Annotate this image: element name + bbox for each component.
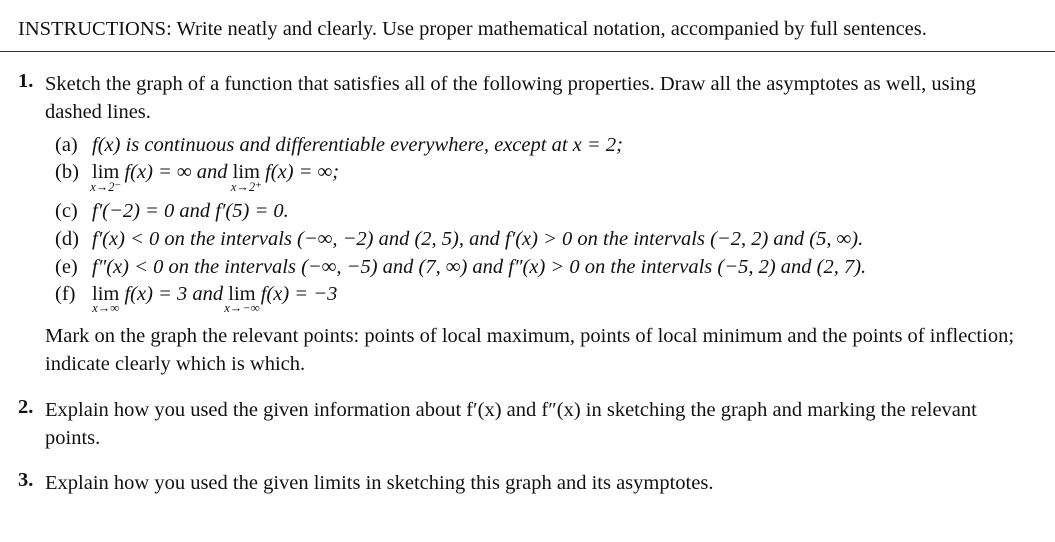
property-e-label: (e) bbox=[55, 256, 78, 278]
question-1-number: 1. bbox=[18, 70, 34, 92]
lim-operator: lim bbox=[232, 161, 260, 183]
property-d bbox=[55, 228, 863, 251]
lim-subscript: x→−∞ bbox=[224, 301, 260, 315]
property-f-end: f(x) = −3 bbox=[260, 283, 338, 305]
property-e-text: f″(x) < 0 on the intervals (−∞, −5) and (7, ∞) and f″(x) > 0 on the intervals (−5, 2) and (2, 7). bbox=[92, 256, 867, 278]
property-f bbox=[55, 283, 338, 315]
lim-subscript: x→2⁺ bbox=[230, 180, 262, 194]
question-3-number: 3. bbox=[18, 469, 34, 491]
property-c bbox=[55, 200, 289, 223]
property-f-limit-left bbox=[92, 283, 120, 315]
property-e bbox=[55, 256, 866, 279]
property-d-label: (d) bbox=[55, 228, 79, 250]
question-1 bbox=[18, 70, 1028, 126]
question-1-mark-instructions: Mark on the graph the relevant points: points of local maximum, points of local minimum and the points of inflection; indicate clearly which is which. bbox=[45, 325, 1015, 375]
question-2 bbox=[18, 396, 1028, 452]
property-b-middle: f(x) = ∞ and bbox=[124, 161, 228, 183]
property-a-text: f(x) is continuous and differentiable everywhere, except at x = 2; bbox=[92, 134, 623, 156]
property-c-text: f′(−2) = 0 and f′(5) = 0. bbox=[92, 200, 289, 222]
header-divider bbox=[0, 51, 1055, 52]
property-f-limit-right bbox=[224, 283, 260, 315]
property-a-label: (a) bbox=[55, 134, 78, 156]
instructions-line: INSTRUCTIONS: Write neatly and clearly. Use proper mathematical notation, accompanied by full sentences. bbox=[18, 18, 927, 40]
property-f-label: (f) bbox=[55, 283, 76, 305]
property-b-limit-left bbox=[90, 161, 122, 194]
property-f-middle: f(x) = 3 and bbox=[124, 283, 224, 305]
property-b bbox=[55, 161, 340, 194]
lim-subscript: x→∞ bbox=[92, 301, 120, 315]
lim-operator: lim bbox=[92, 283, 120, 305]
question-3-text: Explain how you used the given limits in sketching this graph and its asymptotes. bbox=[45, 472, 714, 494]
lim-operator: lim bbox=[228, 283, 256, 305]
property-b-limit-right bbox=[230, 161, 262, 194]
property-d-text: f′(x) < 0 on the intervals (−∞, −2) and (2, 5), and f′(x) > 0 on the intervals (−2, 2) and (5, ∞). bbox=[92, 228, 864, 250]
lim-operator: lim bbox=[92, 161, 120, 183]
lim-subscript: x→2⁻ bbox=[90, 180, 122, 194]
property-b-label: (b) bbox=[55, 161, 79, 183]
property-b-end: f(x) = ∞; bbox=[265, 161, 340, 183]
question-3 bbox=[18, 469, 1028, 497]
question-2-number: 2. bbox=[18, 396, 34, 418]
property-a bbox=[55, 134, 623, 157]
question-1-text: Sketch the graph of a function that satisfies all of the following properties. Draw all the asymptotes as well, using dashed lines. bbox=[45, 73, 976, 123]
property-c-label: (c) bbox=[55, 200, 78, 222]
question-2-text: Explain how you used the given information about f′(x) and f″(x) in sketching the graph and marking the relevant points. bbox=[45, 399, 977, 449]
